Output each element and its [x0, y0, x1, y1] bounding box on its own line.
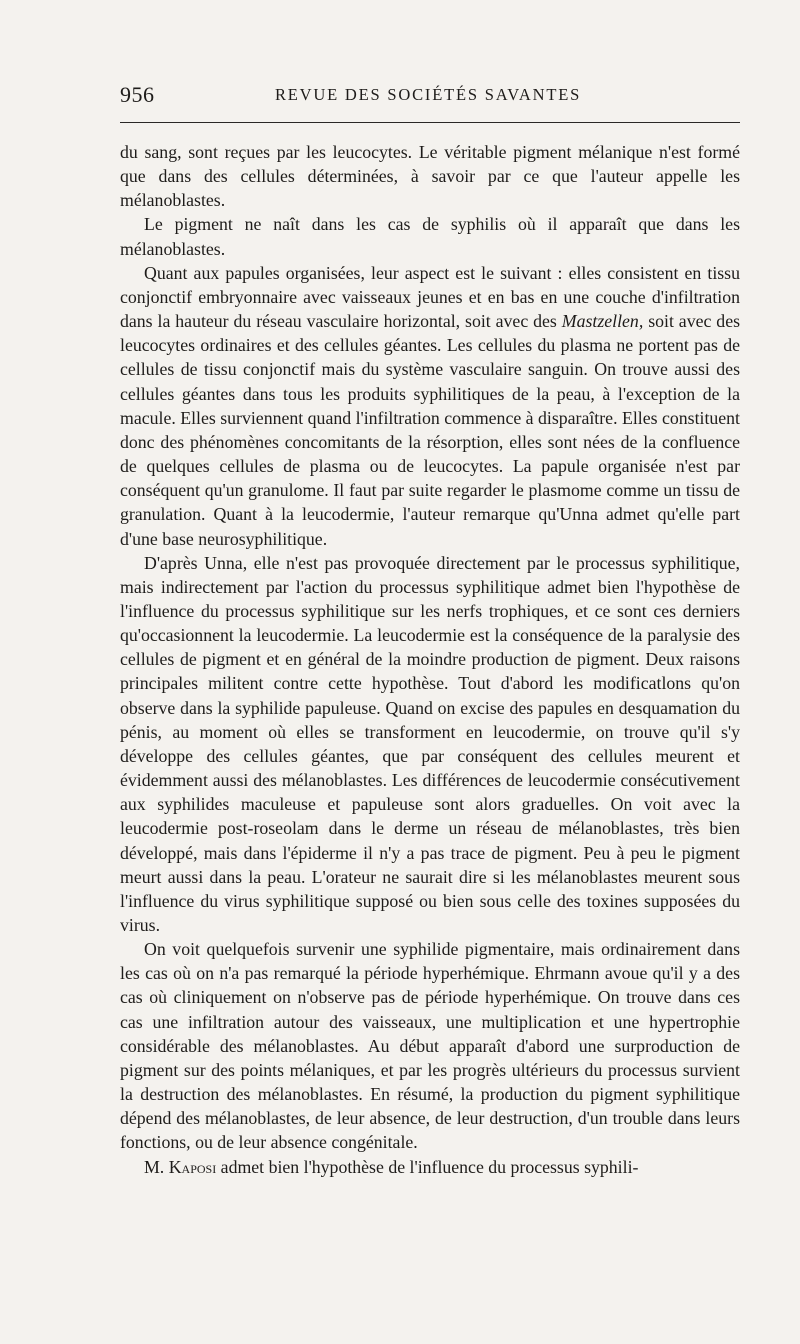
paragraph-text: Quant aux papules organisées, leur aspect est le suivant : elles consistent en tissu conjonctif embryonnaire avec vaisseaux jeunes et en bas en une couche d'infiltration dans la hauteur du réseau vasculaire horizontal, soit avec des: [120, 262, 740, 332]
paragraph-text: soit avec des leucocytes ordinaires et des cellules géantes. Les cellules du plasma ne portent pas de cellules de tissu conjonctif mais du système vasculaire sanguin. On trouve aussi des cellules géantes dans tous les produits syphilitiques de la peau, à l'exception de la macule. Elles surviennent quand l'infiltration commence à disparaître. Elles constituent donc des phénomènes concomitants de la résorption, elles sont nées de la confluence de quelques cellules de plasma ou de leucocytes. La papule organisée n'est par conséquent qu'un granulome. Il faut par suite regarder le plasmome comme un tissu de granulation. Quant à la leucodermie, l'auteur remarque qu'Unna admet qu'elle part d'une base neurosyphilitique.: [120, 311, 741, 549]
paragraph: [120, 261, 740, 551]
page-header: [120, 82, 740, 112]
paragraph: D'après Unna, elle n'est pas provoquée directement par le processus syphilitique, mais indirectement par l'action du processus syphilitique admet bien l'hypothèse de l'influence du processus syphilitique sur les nerfs trophiques, et ce sont ces derniers qu'occasionnent la leucodermie. La leucodermie est la conséquence de la paralysie des cellules de pigment et en général de la moindre production de pigment. Deux raisons principales militent contre cette hypothèse. Tout d'abord les modificatlons qu'on observe dans la syphilide papuleuse. Quand on excise des papules en desquamation du pénis, au moment où elles se transforment en leucodermie, on trouve qu'il s'y développe des cellules géantes, que par conséquent des cellules meurent et évidemment aussi des mélanoblastes. Les différences de leucodermie consécutivement aux syphilides maculeuse et papuleuse sont alors graduelles. On voit avec la leucodermie post-roseolam dans le derme un réseau de mélanoblastes, très bien développé, mais dans l'épiderme il n'y a pas trace de pigment. Peu à peu le pigment meurt aussi dans la peau. L'orateur ne saurait dire si les mélanoblastes meurent sous l'influence du virus syphilitique supposé ou bien sous celle des toxines supposées du virus.: [120, 552, 740, 935]
paragraph: du sang, sont reçues par les leucocytes. Le véritable pigment mélanique n'est formé que dans des cellules déterminées, à savoir par ce que l'auteur appelle les mélanoblastes.: [120, 142, 740, 211]
italic-term: Mastzellen,: [561, 311, 644, 332]
paragraph-text: admet bien l'hypothèse de l'influence du processus syphili-: [216, 1156, 639, 1177]
body-text: [120, 140, 740, 1179]
paragraph: [120, 1155, 740, 1179]
paragraph: On voit quelquefois survenir une syphilide pigmentaire, mais ordinairement dans les cas où on n'a pas remarqué la période hyperhémique. Ehrmann avoue qu'il y a des cas où cliniquement on n'observe pas de période hyperhémique. On trouve dans ces cas une infiltration autour des vaisseaux, une multiplication et une hypertrophie considérable des mélanoblastes. Au début apparaît d'abord une surproduction de pigment sur des points mélaniques, et par les progrès ultérieurs du processus survient la destruction des mélanoblastes. En résumé, la production du pigment syphilitique dépend des mélanoblastes, de leur absence, de leur destruction, d'un trouble dans leurs fonctions, ou de leur absence congénitale.: [120, 939, 740, 1153]
paragraph: Le pigment ne naît dans les cas de syphilis où il apparaît que dans les mélanoblastes.: [120, 214, 740, 259]
running-title: REVUE DES SOCIÉTÉS SAVANTES: [275, 85, 582, 104]
paragraph-text: M.: [144, 1156, 169, 1177]
header-rule: [120, 122, 740, 123]
speaker-name: Kaposi: [168, 1156, 217, 1177]
page-number: 956: [120, 82, 155, 107]
